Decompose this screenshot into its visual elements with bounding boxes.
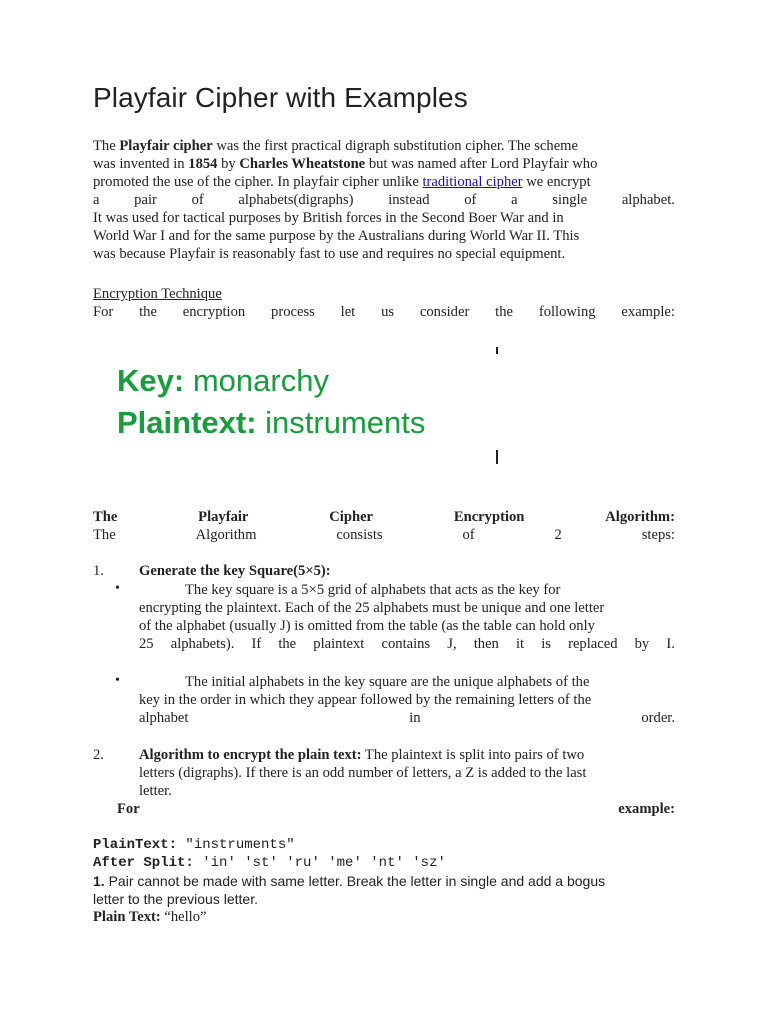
word: the bbox=[495, 304, 513, 320]
bullet-line: of the alphabet (usually J) is omitted from the table (as the table can hold only bbox=[139, 618, 595, 634]
plain-text-label: Plain Text: bbox=[93, 909, 161, 925]
word: the bbox=[139, 304, 157, 320]
intro-paragraph bbox=[93, 137, 675, 263]
step2-line-2: letters (digraphs). If there is an odd number of letters, a Z is added to the last bbox=[139, 765, 587, 781]
inventor-name: Charles Wheatstone bbox=[239, 156, 366, 172]
word: replaced bbox=[568, 636, 618, 652]
technique-line bbox=[93, 303, 675, 321]
example-plaintext-line bbox=[117, 404, 425, 442]
key-label: Key: bbox=[117, 363, 185, 398]
word: Algorithm: bbox=[605, 509, 675, 525]
bullet-line: key in the order in which they appear followed by the remaining letters of the bbox=[139, 692, 592, 708]
bullet-line: encrypting the plaintext. Each of the 25 alphabets must be unique and one letter bbox=[139, 600, 605, 616]
rule-text: Pair cannot be made with same letter. Break the letter in single and add a bogus bbox=[108, 873, 606, 889]
word: following bbox=[538, 304, 596, 320]
word: process bbox=[271, 304, 315, 320]
page-title: Playfair Cipher with Examples bbox=[93, 82, 468, 113]
word: For bbox=[93, 304, 114, 320]
word: alphabet. bbox=[621, 192, 675, 208]
word: The bbox=[93, 527, 116, 543]
algorithm-heading bbox=[93, 508, 675, 526]
intro-line-5: It was used for tactical purposes by British forces in the Second Boer War and in bbox=[93, 210, 564, 226]
technique-section bbox=[93, 285, 675, 321]
word: instead bbox=[388, 192, 430, 208]
word: plaintext bbox=[313, 636, 365, 652]
term-playfair-cipher: Playfair cipher bbox=[119, 138, 213, 154]
intro-text: was invented in bbox=[93, 156, 185, 172]
bullet-line bbox=[139, 635, 675, 653]
step2-for-example bbox=[117, 800, 675, 818]
word: example: bbox=[621, 304, 675, 320]
word: If bbox=[251, 636, 262, 652]
word: a bbox=[511, 192, 518, 208]
word: alphabet bbox=[139, 710, 189, 726]
word: of bbox=[464, 192, 477, 208]
code-label: After Split: bbox=[93, 855, 194, 871]
word: The bbox=[93, 509, 118, 525]
algorithm-steps-line bbox=[93, 526, 675, 544]
word: For bbox=[117, 801, 140, 817]
intro-line-4 bbox=[93, 191, 675, 209]
code-example bbox=[93, 836, 675, 872]
word: J, bbox=[447, 636, 457, 652]
word: the bbox=[278, 636, 297, 652]
word: of bbox=[462, 527, 475, 543]
word: us bbox=[381, 304, 395, 320]
step2-body bbox=[117, 746, 675, 818]
step1-bullet-2 bbox=[139, 673, 675, 727]
word: alphabets). bbox=[170, 636, 235, 652]
code-value: 'in' 'st' 'ru' 'me' 'nt' 'sz' bbox=[202, 855, 446, 871]
code-value: "instruments" bbox=[185, 837, 295, 853]
key-value: monarchy bbox=[192, 363, 329, 398]
step2-line-1 bbox=[117, 746, 675, 764]
word: by bbox=[634, 636, 650, 652]
bullet-line: The key square is a 5×5 grid of alphabets that acts as the key for bbox=[185, 582, 561, 598]
bullet-line bbox=[139, 709, 675, 727]
word: consists bbox=[336, 527, 383, 543]
word: consider bbox=[419, 304, 470, 320]
step-title: Algorithm to encrypt the plain text: bbox=[139, 747, 362, 763]
code-line-2 bbox=[93, 854, 675, 872]
code-label: PlainText: bbox=[93, 837, 178, 853]
word: 2 bbox=[554, 527, 562, 543]
plain-text-line bbox=[93, 908, 675, 926]
word: Playfair bbox=[198, 509, 249, 525]
code-line-1 bbox=[93, 836, 675, 854]
word: in bbox=[409, 710, 421, 726]
word: it bbox=[515, 636, 525, 652]
image-edge-mark-top bbox=[496, 347, 498, 354]
word: encryption bbox=[182, 304, 246, 320]
image-edge-mark-bottom bbox=[496, 450, 498, 464]
intro-line-2 bbox=[93, 155, 675, 173]
word: a bbox=[93, 192, 100, 208]
word: steps: bbox=[641, 527, 675, 543]
plaintext-label: Plaintext: bbox=[117, 405, 257, 440]
rule-line-1 bbox=[93, 872, 675, 890]
bullet-icon: • bbox=[115, 673, 120, 688]
word: Encryption bbox=[453, 509, 525, 525]
word: let bbox=[340, 304, 356, 320]
word: example: bbox=[618, 801, 675, 817]
rule-line-2: letter to the previous letter. bbox=[93, 891, 258, 907]
step2-number: 2. bbox=[93, 747, 104, 763]
word: 25 bbox=[139, 636, 154, 652]
word: pair bbox=[134, 192, 157, 208]
intro-text: we encrypt bbox=[526, 174, 591, 190]
bullet-icon: • bbox=[115, 581, 120, 596]
word: I. bbox=[666, 636, 675, 652]
word: alphabets(digraphs) bbox=[238, 192, 354, 208]
intro-line-1 bbox=[93, 137, 675, 155]
intro-line-7: was because Playfair is reasonably fast to use and requires no special equipment. bbox=[93, 246, 566, 262]
word: Cipher bbox=[329, 509, 374, 525]
word: of bbox=[191, 192, 204, 208]
bullet-line: The initial alphabets in the key square are the unique alphabets of the bbox=[185, 674, 590, 690]
plain-text-example bbox=[93, 908, 675, 926]
intro-text: but was named after Lord Playfair who bbox=[368, 156, 598, 172]
intro-text: by bbox=[221, 156, 236, 172]
plaintext-value: instruments bbox=[265, 405, 426, 440]
step-title: Generate the key Square(5×5): bbox=[139, 563, 331, 579]
step1-bullet-1 bbox=[139, 581, 675, 653]
rule-number: 1. bbox=[93, 873, 105, 889]
step1-heading bbox=[93, 562, 331, 580]
plain-text-value: “hello” bbox=[164, 909, 207, 925]
intro-line-3 bbox=[93, 173, 675, 191]
intro-text: promoted the use of the cipher. In playfair cipher unlike bbox=[93, 174, 419, 190]
step2-line-3: letter. bbox=[139, 783, 172, 799]
year-1854: 1854 bbox=[188, 156, 218, 172]
word: then bbox=[473, 636, 499, 652]
word: is bbox=[541, 636, 551, 652]
step-number: 1. bbox=[93, 563, 104, 579]
technique-heading: Encryption Technique bbox=[93, 286, 222, 302]
word: Algorithm bbox=[195, 527, 257, 543]
rule-1 bbox=[93, 872, 675, 908]
algorithm-section bbox=[93, 508, 675, 544]
example-key-line bbox=[117, 362, 329, 400]
intro-text: was the first practical digraph substitution cipher. The scheme bbox=[216, 138, 579, 154]
traditional-cipher-link[interactable]: traditional cipher bbox=[422, 174, 523, 190]
word: single bbox=[552, 192, 588, 208]
word: contains bbox=[381, 636, 431, 652]
intro-line-6: World War I and for the same purpose by the Australians during World War II. This bbox=[93, 228, 580, 244]
word: order. bbox=[641, 710, 675, 726]
intro-text: The bbox=[93, 138, 116, 154]
step2-text: The plaintext is split into pairs of two bbox=[364, 747, 585, 763]
